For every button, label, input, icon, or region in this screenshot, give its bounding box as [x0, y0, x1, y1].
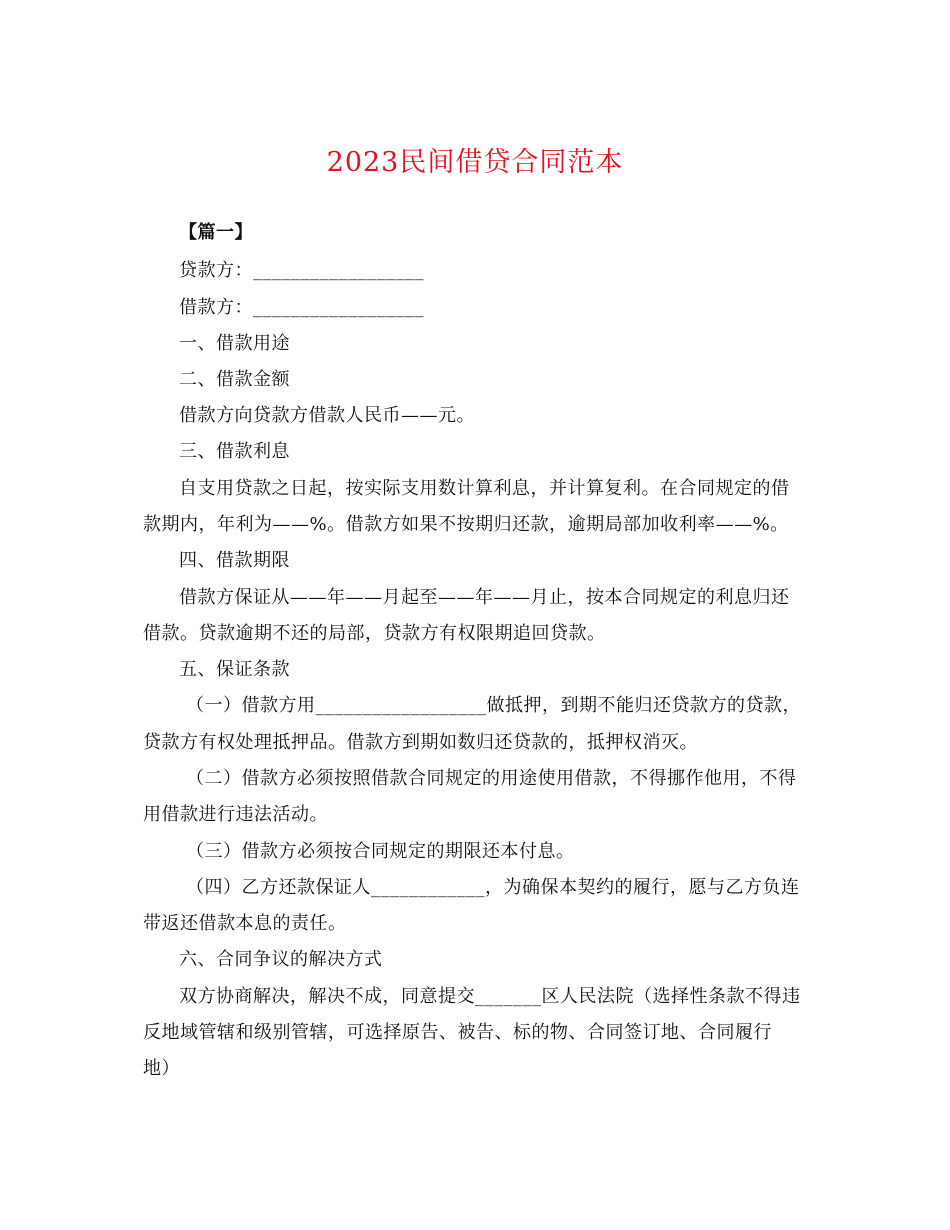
paragraph-line: 借款方向贷款方借款人民币——元。 — [179, 405, 475, 426]
clause-heading-purpose: 一、借款用途 — [179, 333, 290, 354]
paragraph-line: （二）借款方必须按照借款合同规定的用途使用借款，不得挪作他用，不得 — [186, 768, 797, 789]
paragraph-line: 地） — [143, 1058, 180, 1079]
paragraph-line: （四）乙方还款保证人____________，为确保本契约的履行，愿与乙方负连 — [186, 877, 800, 898]
clause-heading-interest: 三、借款利息 — [179, 441, 290, 462]
paragraph-line: 双方协商解决，解决不成，同意提交_______区人民法院（选择性条款不得违 — [179, 986, 801, 1007]
borrower-field: 借款方：__________________ — [179, 297, 424, 318]
document-title: 2023民间借贷合同范本 — [326, 147, 624, 178]
paragraph-line: 借款方保证从——年——月起至——年——月止，按本合同规定的利息归还 — [179, 587, 790, 608]
clause-heading-dispute: 六、合同争议的解决方式 — [179, 949, 383, 970]
clause-heading-guarantee: 五、保证条款 — [179, 659, 290, 680]
paragraph-line: 自支用贷款之日起，按实际支用数计算利息，并计算复利。在合同规定的借 — [179, 478, 790, 499]
paragraph-line: 借款。贷款逾期不还的局部，贷款方有权限期追回贷款。 — [143, 623, 606, 644]
clause-heading-amount: 二、借款金额 — [179, 369, 290, 390]
paragraph-line: 用借款进行违法活动。 — [143, 804, 328, 825]
paragraph-line: （一）借款方用__________________做抵押，到期不能归还贷款方的贷款， — [186, 695, 801, 716]
paragraph-line: 贷款方有权处理抵押品。借款方到期如数归还贷款的，抵押权消灭。 — [143, 732, 698, 753]
paragraph-line: 款期内，年利为——%。借款方如果不按期归还款，逾期局部加收利率——%。 — [143, 514, 789, 535]
lender-field: 贷款方：__________________ — [179, 260, 424, 281]
paragraph-line: （三）借款方必须按合同规定的期限还本付息。 — [186, 841, 575, 862]
paragraph-line: 反地域管辖和级别管辖，可选择原告、被告、标的物、合同签订地、合同履行 — [143, 1022, 772, 1043]
clause-heading-term: 四、借款期限 — [179, 550, 290, 571]
section-label: 【篇一】 — [179, 222, 253, 243]
paragraph-line: 带返还借款本息的责任。 — [143, 913, 347, 934]
